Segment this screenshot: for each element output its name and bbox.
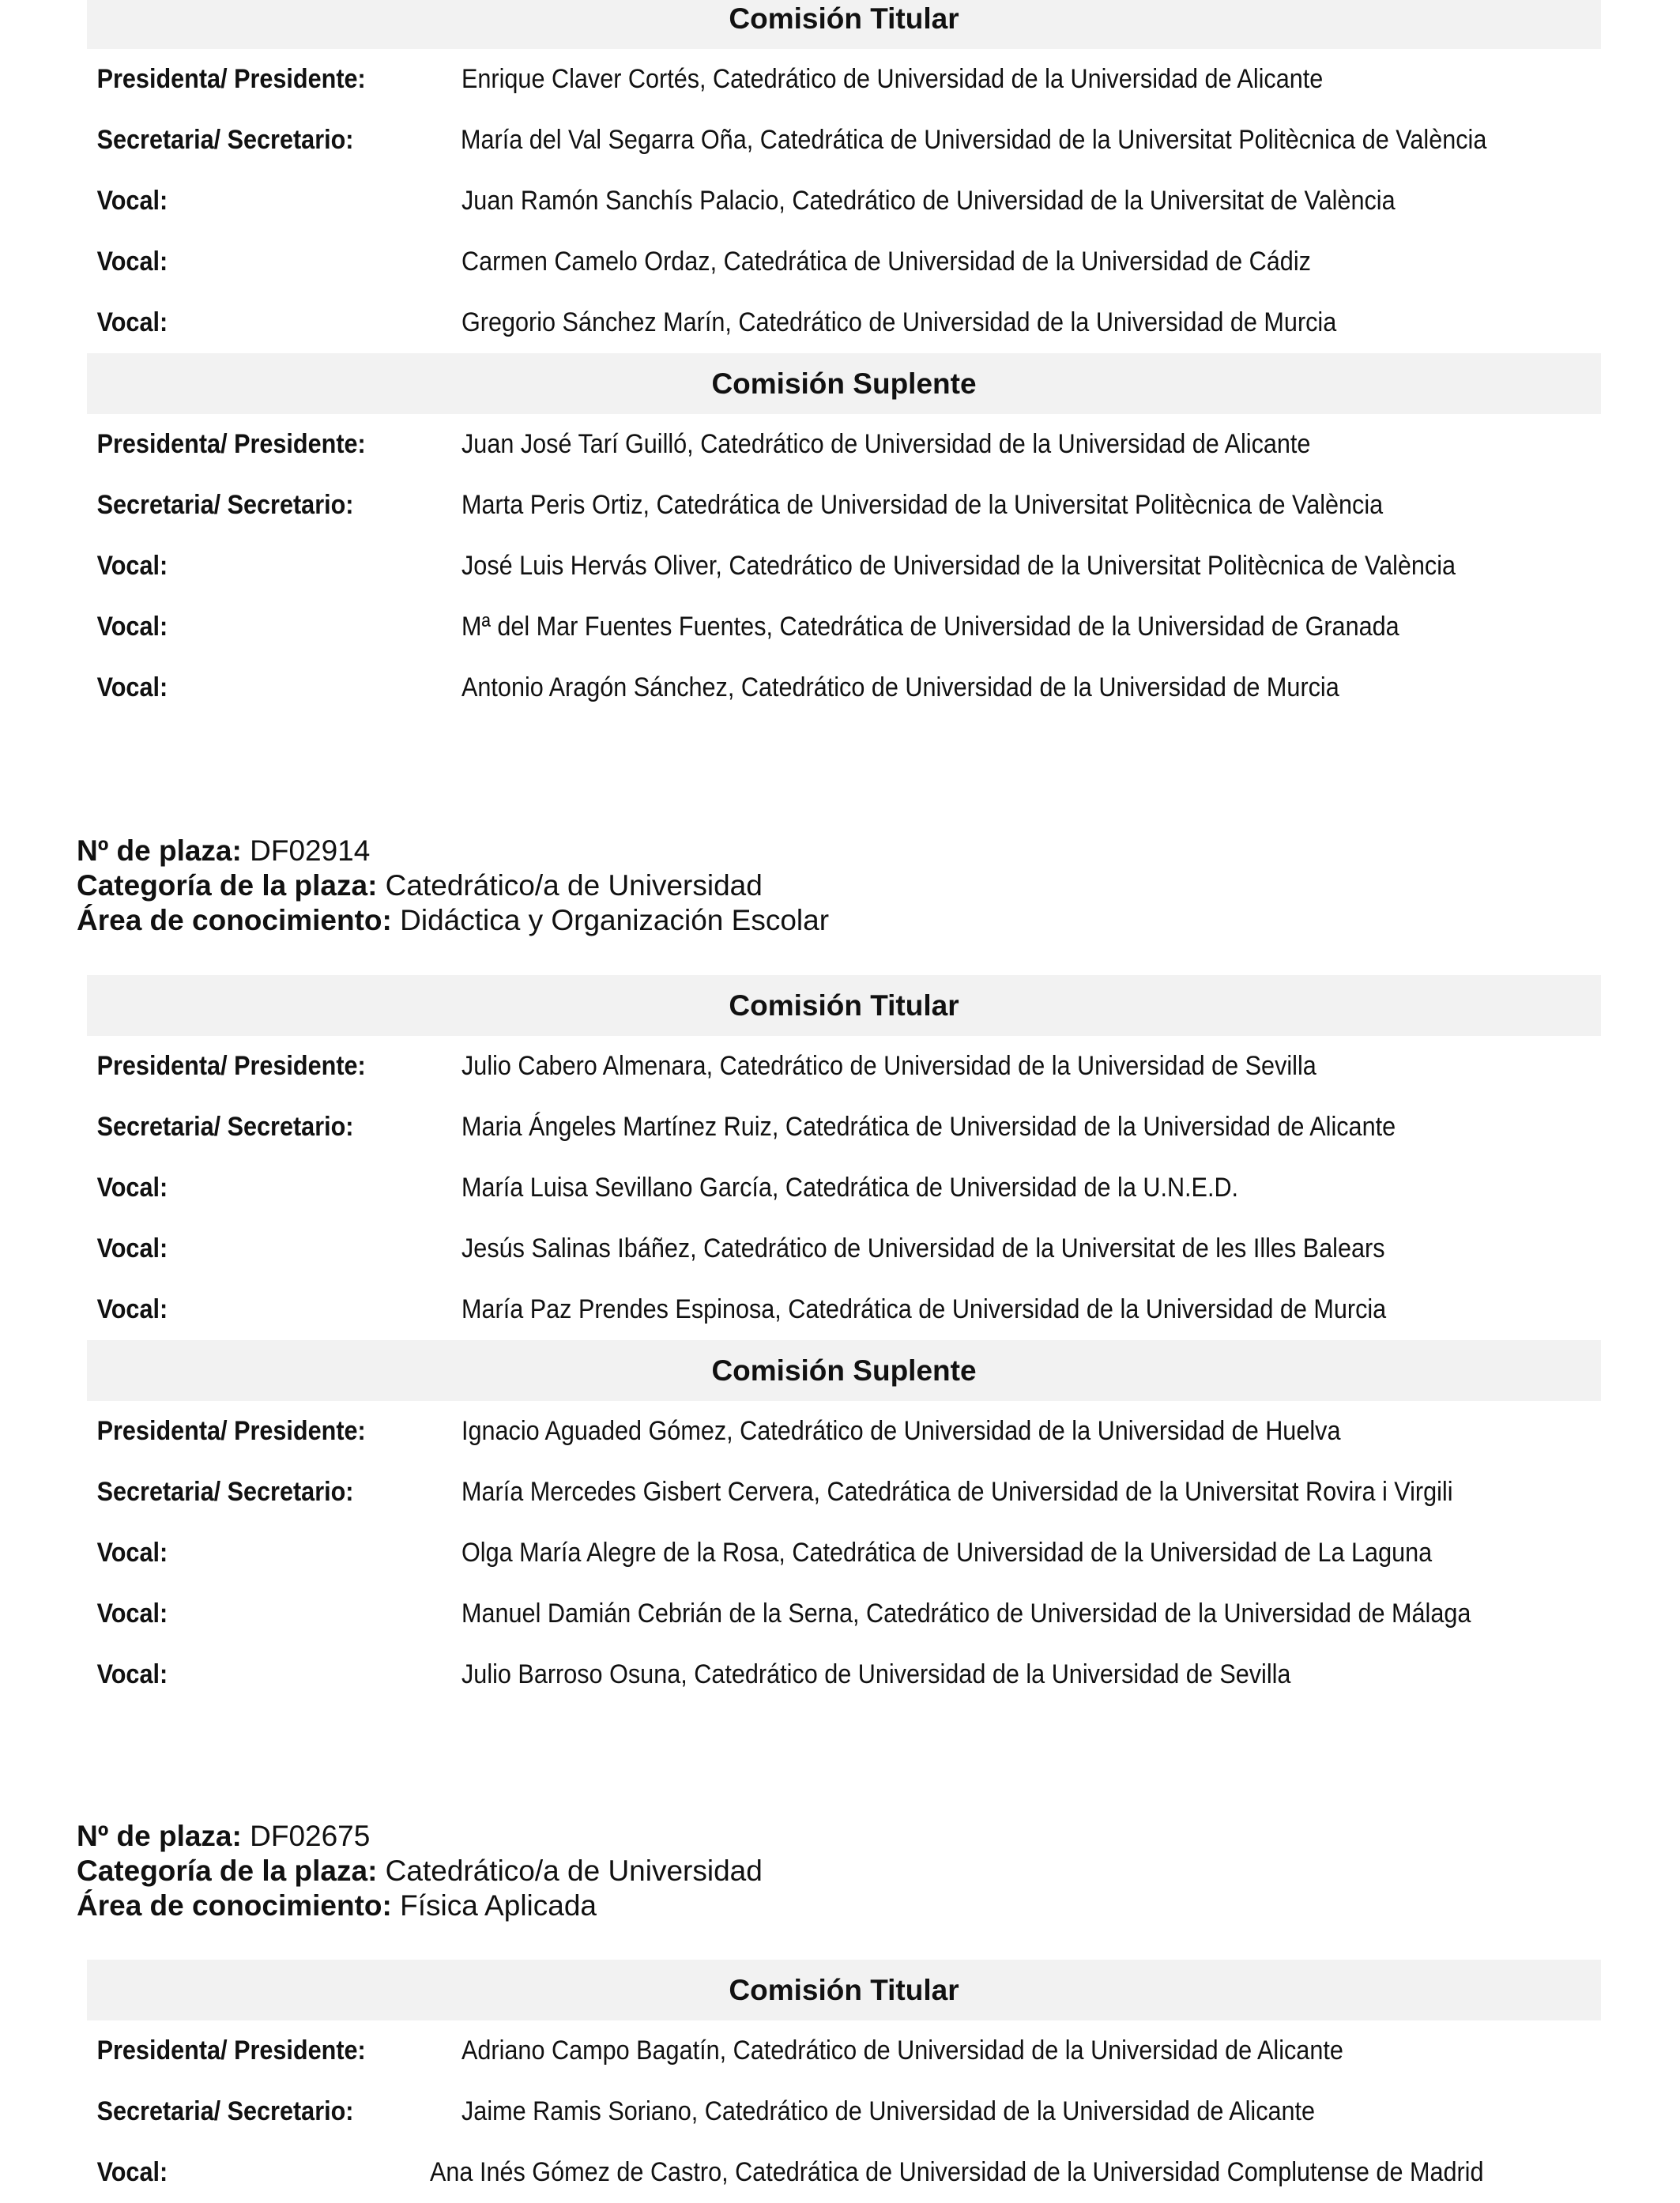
member-role: Vocal: — [96, 307, 168, 337]
member-name: Juan José Tarí Guilló, Catedrático de Universidad de la Universidad de Alicante — [461, 429, 1311, 459]
commission-title: Comisión Titular — [87, 0, 1601, 49]
member-role: Vocal: — [96, 1233, 168, 1263]
member-name: Maria Ángeles Martínez Ruiz, Catedrática de Universidad de la Universidad de Alicante — [461, 1112, 1396, 1142]
member-role: Vocal: — [96, 247, 168, 277]
commission-title: Comisión Titular — [87, 975, 1601, 1036]
member-row — [87, 1644, 1601, 1705]
plaza-number-line — [77, 1819, 763, 1854]
member-name: María Luisa Sevillano García, Catedrática de Universidad de la U.N.E.D. — [461, 1173, 1239, 1203]
member-row — [87, 110, 1601, 171]
member-name: Juan Ramón Sanchís Palacio, Catedrático de Universidad de la Universitat de València — [461, 186, 1396, 216]
member-name: María del Val Segarra Oña, Catedrática de Universidad de la Universitat Politècnica de València — [461, 125, 1487, 155]
member-role: Vocal: — [96, 1659, 168, 1689]
member-role: Vocal: — [96, 672, 168, 702]
member-row — [87, 1584, 1601, 1644]
plaza-area-line — [77, 903, 829, 938]
commission-title: Comisión Suplente — [87, 353, 1601, 414]
member-row — [87, 1158, 1601, 1218]
member-row — [87, 2081, 1601, 2142]
member-row — [87, 1462, 1601, 1523]
member-row — [87, 657, 1601, 718]
member-name: Antonio Aragón Sánchez, Catedrático de Universidad de la Universidad de Murcia — [461, 672, 1339, 702]
plaza-category-value: Catedrático/a de Universidad — [385, 869, 763, 902]
member-row — [87, 1036, 1601, 1097]
member-name: Carmen Camelo Ordaz, Catedrática de Universidad de la Universidad de Cádiz — [461, 247, 1311, 277]
member-name: Gregorio Sánchez Marín, Catedrático de Universidad de la Universidad de Murcia — [461, 307, 1337, 337]
member-role: Presidenta/ Presidente: — [96, 64, 366, 94]
member-row — [87, 292, 1601, 353]
member-row — [87, 1401, 1601, 1462]
member-row — [87, 1523, 1601, 1584]
member-role: Vocal: — [96, 2157, 168, 2187]
plaza-number-value: DF02914 — [250, 834, 371, 867]
commission-title: Comisión Titular — [87, 1960, 1601, 2020]
commission-table-titular — [87, 975, 1601, 1340]
member-name: Jesús Salinas Ibáñez, Catedrático de Universidad de la Universitat de les Illes Balears — [461, 1233, 1385, 1263]
member-name: Julio Barroso Osuna, Catedrático de Universidad de la Universidad de Sevilla — [461, 1659, 1291, 1689]
member-row — [87, 597, 1601, 657]
member-row — [87, 49, 1601, 110]
plaza-area-value: Didáctica y Organización Escolar — [400, 904, 830, 936]
member-name: Olga María Alegre de la Rosa, Catedrática de Universidad de la Universidad de La Laguna — [461, 1538, 1433, 1568]
member-role: Presidenta/ Presidente: — [96, 1051, 366, 1081]
member-name: Jaime Ramis Soriano, Catedrático de Universidad de la Universidad de Alicante — [461, 2096, 1316, 2126]
member-role: Presidenta/ Presidente: — [96, 1416, 366, 1446]
plaza-number-label: Nº de plaza: — [77, 1820, 242, 1852]
member-row — [87, 232, 1601, 292]
member-name: Manuel Damián Cebrián de la Serna, Catedrático de Universidad de la Universidad de Málaga — [461, 1599, 1471, 1629]
plaza-number-label: Nº de plaza: — [77, 834, 242, 867]
member-row — [87, 1218, 1601, 1279]
plaza-category-label: Categoría de la plaza: — [77, 1855, 378, 1887]
member-name: Ignacio Aguaded Gómez, Catedrático de Universidad de la Universidad de Huelva — [461, 1416, 1341, 1446]
member-role: Secretaria/ Secretario: — [96, 1112, 354, 1142]
member-name: Adriano Campo Bagatín, Catedrático de Universidad de la Universidad de Alicante — [461, 2035, 1343, 2066]
member-row — [87, 475, 1601, 536]
member-name: Marta Peris Ortiz, Catedrática de Universidad de la Universitat Politècnica de València — [461, 490, 1384, 520]
member-name: Ana Inés Gómez de Castro, Catedrática de Universidad de la Universidad Complutense de Madrid — [430, 2157, 1484, 2187]
plaza-category-line — [77, 1854, 763, 1889]
plaza-category-line — [77, 868, 829, 903]
member-name: María Mercedes Gisbert Cervera, Catedrática de Universidad de la Universitat Rovira i Virgili — [461, 1477, 1453, 1507]
plaza-area-line — [77, 1889, 763, 1923]
member-role: Vocal: — [96, 1173, 168, 1203]
member-role: Presidenta/ Presidente: — [96, 429, 366, 459]
plaza-number-value: DF02675 — [250, 1820, 371, 1852]
plaza-area-value: Física Aplicada — [400, 1889, 597, 1922]
member-role: Vocal: — [96, 1599, 168, 1629]
plaza-category-label: Categoría de la plaza: — [77, 869, 378, 902]
member-row — [87, 414, 1601, 475]
plaza-header — [77, 1819, 763, 1923]
member-row — [87, 536, 1601, 597]
member-row — [87, 2142, 1601, 2203]
member-name: María Paz Prendes Espinosa, Catedrática de Universidad de la Universidad de Murcia — [461, 1294, 1387, 1324]
member-name: Julio Cabero Almenara, Catedrático de Universidad de la Universidad de Sevilla — [461, 1051, 1317, 1081]
member-role: Presidenta/ Presidente: — [96, 2035, 366, 2066]
plaza-number-line — [77, 834, 829, 868]
commission-table-titular — [87, 1960, 1601, 2203]
member-role: Secretaria/ Secretario: — [96, 2096, 354, 2126]
member-role: Vocal: — [96, 1538, 168, 1568]
plaza-category-value: Catedrático/a de Universidad — [385, 1855, 763, 1887]
member-role: Secretaria/ Secretario: — [96, 1477, 354, 1507]
member-row — [87, 2020, 1601, 2081]
member-row — [87, 171, 1601, 232]
member-role: Vocal: — [96, 1294, 168, 1324]
member-row — [87, 1097, 1601, 1158]
member-role: Vocal: — [96, 186, 168, 216]
plaza-area-label: Área de conocimiento: — [77, 1889, 392, 1922]
member-role: Secretaria/ Secretario: — [96, 490, 354, 520]
plaza-header — [77, 834, 829, 938]
member-name: Enrique Claver Cortés, Catedrático de Universidad de la Universidad de Alicante — [461, 64, 1324, 94]
commission-table-suplente — [87, 353, 1601, 718]
commission-table-suplente — [87, 1340, 1601, 1705]
member-role: Vocal: — [96, 551, 168, 581]
member-role: Secretaria/ Secretario: — [96, 125, 354, 155]
member-name: José Luis Hervás Oliver, Catedrático de Universidad de la Universitat Politècnica de València — [461, 551, 1456, 581]
commission-title: Comisión Suplente — [87, 1340, 1601, 1401]
plaza-area-label: Área de conocimiento: — [77, 904, 392, 936]
commission-table-titular — [87, 0, 1601, 353]
member-row — [87, 1279, 1601, 1340]
member-name: Mª del Mar Fuentes Fuentes, Catedrática de Universidad de la Universidad de Granada — [461, 612, 1399, 642]
member-role: Vocal: — [96, 612, 168, 642]
